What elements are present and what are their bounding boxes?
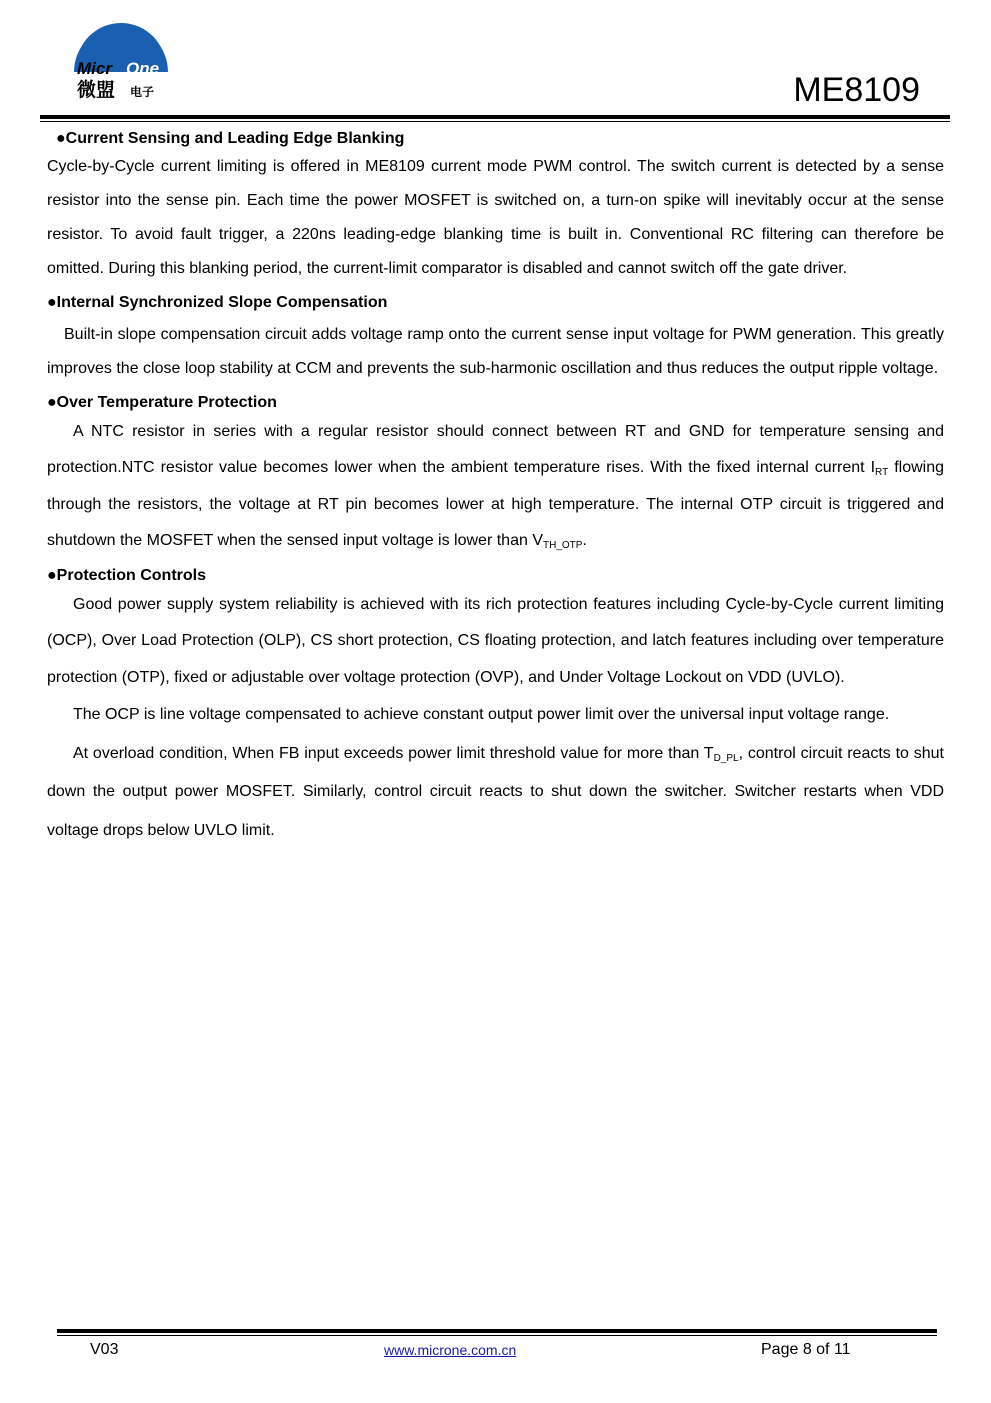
section-heading-protection: ●Protection Controls <box>47 567 206 585</box>
section-heading-otp: ●Over Temperature Protection <box>47 394 277 411</box>
microne-logo-icon <box>72 22 170 104</box>
otp-text-b: flowing through the resistors, the voltage at RT pin becomes lower at high temperature. The internal OTP circuit is triggered and shutdown the MOSFET when the sensed input voltage is lower than V <box>47 459 945 549</box>
otp-text-c: . <box>582 531 587 549</box>
paragraph-ocp: The OCP is line voltage compensated to achieve constant output power limit over the universal input voltage range. <box>73 706 890 724</box>
section-heading-current-sensing: ●Current Sensing and Leading Edge Blanking <box>56 130 405 147</box>
footer-page-number: Page 8 of 11 <box>761 1341 851 1358</box>
document-title: ME8109 <box>793 71 920 109</box>
footer-version: V03 <box>90 1341 119 1358</box>
footer-rule-thin <box>57 1335 937 1336</box>
otp-text-a: A NTC resistor in series with a regular resistor should connect between RT and GND for temperature sensing and protection.NTC resistor value becomes lower when the ambient temperature rises. With the fixed internal current I <box>47 423 944 477</box>
footer-rule-thick <box>57 1329 937 1333</box>
overload-text-a: At overload condition, When FB input exceeds power limit threshold value for more than T <box>73 744 714 762</box>
logo-cn-name: 微盟 <box>77 79 116 101</box>
paragraph-current-sensing: Cycle-by-Cycle current limiting is offered in ME8109 current mode PWM control. The switch current is detected by a sense resistor into the sense pin. Each time the power MOSFET is switched on, a turn-on spike will inevitably occur at the sense resistor. To avoid fault trigger, a 220ns leading-edge blanking time is built in. Conventional RC filtering can therefore be omitted. During this blanking period, the current-limit comparator is disabled and cannot switch off the gate driver. <box>47 158 944 277</box>
otp-sub-rt: RT <box>875 467 889 479</box>
logo-cn-sub: 电子 <box>130 85 155 99</box>
overload-text-b: , control circuit reacts to shut down the output power MOSFET. Similarly, control circuit reacts to shut down the switcher. Switcher restarts when VDD voltage drops below UVLO limit. <box>47 744 944 840</box>
logo-brand-left: Micr <box>77 59 112 78</box>
section-heading-slope-compensation: ●Internal Synchronized Slope Compensation <box>47 294 388 311</box>
paragraph-otp <box>47 414 944 559</box>
header-rule-thick <box>40 115 950 119</box>
paragraph-slope-compensation: Built-in slope compensation circuit adds voltage ramp onto the current sense input voltage for PWM generation. This greatly improves the close loop stability at CCM and prevents the sub-harmonic oscillation and thus reduces the output ripple voltage. <box>47 326 944 377</box>
header-rule-thin <box>40 121 950 122</box>
footer-website-link[interactable]: www.microne.com.cn <box>384 1342 517 1358</box>
document-body <box>47 128 944 851</box>
paragraph-protection-features: Good power supply system reliability is achieved with its rich protection features including Cycle-by-Cycle current limiting (OCP), Over Load Protection (OLP), CS short protection, CS floating protection, and latch features including over temperature protection (OTP), fixed or adjustable over voltage protection (OVP), and Under Voltage Lockout on VDD (UVLO). <box>47 596 944 686</box>
otp-sub-th: TH_OTP <box>542 539 583 551</box>
paragraph-overload <box>47 735 944 851</box>
company-logo <box>72 22 170 104</box>
overload-sub-dpl: D_PL <box>713 752 739 764</box>
logo-brand-right: One <box>126 59 160 78</box>
